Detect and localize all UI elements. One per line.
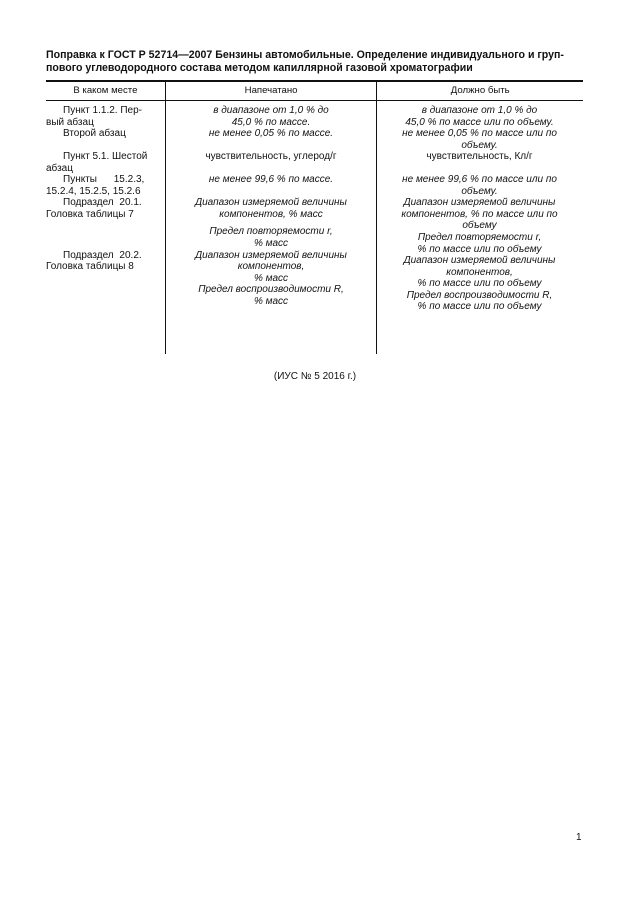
- cell-printed-row-5-line-1: Диапазон измеряемой величины: [195, 197, 347, 209]
- cell-where-row-5: Подраздел 20.1.: [63, 197, 142, 209]
- cell-should-be-row-6-line-1: Диапазон измеряемой величины: [403, 255, 556, 267]
- cell-where-row-3: Пункт 5.1. Шестой: [63, 151, 148, 163]
- cell-should-be-row-6-line-2: компонентов,: [446, 266, 513, 278]
- column-where: [46, 101, 165, 354]
- title-line-2: пового углеводородного состава методом капиллярной газовой хроматографии: [46, 61, 473, 74]
- cell-should-be-row-5-line-2: компонентов, % по массе или по: [401, 208, 558, 220]
- page-number: 1: [576, 832, 582, 843]
- corrections-table: [46, 80, 583, 354]
- source-note-text: (ИУС № 5 2016 г.): [273, 371, 357, 382]
- cell-should-be-row-6-line-5: % по массе или по объему: [417, 301, 542, 313]
- document-title: [46, 49, 586, 74]
- cell-where-row-5-cont: Головка таблицы 7: [46, 208, 134, 220]
- cell-printed-row-5-line-4: Предел повторяемости r,: [209, 226, 333, 238]
- table-body: [46, 101, 583, 354]
- cell-should-be-row-3: чувствительность, Кл/г: [426, 151, 533, 163]
- cell-printed-row-6-line-5: % масс: [253, 295, 289, 307]
- cell-printed-row-3: чувствительность, углерод/г: [205, 151, 337, 163]
- cell-printed-row-2: не менее 0,05 % по массе.: [208, 128, 334, 140]
- cell-where-row-4: Пункты 15.2.3,: [63, 174, 145, 186]
- header-where: В каком месте: [73, 85, 138, 96]
- cell-should-be-row-1-line-2: 45,0 % по массе или по объему.: [405, 116, 554, 128]
- cell-printed-row-6-line-4: Предел воспроизводимости R,: [198, 284, 344, 296]
- column-printed: [165, 101, 376, 354]
- cell-should-be-row-2-line-1: не менее 0,05 % по массе или по: [402, 128, 557, 140]
- cell-should-be-row-5-line-3: объему: [462, 220, 497, 232]
- header-printed: Напечатано: [165, 82, 377, 100]
- cell-should-be-row-5-line-5: % по массе или по объему: [417, 243, 542, 255]
- cell-printed-row-1-line-2: 45,0 % по массе.: [231, 116, 311, 128]
- cell-should-be-row-1-line-1: в диапазоне от 1,0 % до: [421, 105, 538, 116]
- cell-printed-row-5-line-2: компонентов, % масс: [219, 208, 323, 220]
- cell-where-row-4-cont: 15.2.4, 15.2.5, 15.2.6: [46, 185, 141, 197]
- cell-where-row-3-cont: абзац: [46, 162, 73, 174]
- cell-should-be-row-4-line-1: не менее 99,6 % по массе или по: [402, 174, 557, 186]
- cell-printed-row-6-line-3: % масс: [253, 272, 289, 284]
- table-header-row: [46, 82, 583, 101]
- cell-should-be-row-4-line-2: объему.: [461, 185, 498, 197]
- cell-where-row-6-cont: Головка таблицы 8: [46, 261, 134, 273]
- cell-printed-row-1-line-1: в диапазоне от 1,0 % до: [213, 105, 329, 116]
- cell-printed-row-4: не менее 99,6 % по массе.: [208, 174, 334, 186]
- cell-where-row-1: Пункт 1.1.2. Пер-: [63, 105, 142, 116]
- cell-should-be-row-5-line-4: Предел повторяемости r,: [417, 232, 542, 244]
- cell-where-row-6: Подраздел 20.2.: [63, 249, 142, 261]
- cell-should-be-row-6-line-3: % по массе или по объему: [417, 278, 542, 290]
- cell-printed-row-6-line-2: компонентов,: [237, 261, 305, 273]
- cell-should-be-row-5-line-1: Диапазон измеряемой величины: [403, 197, 556, 209]
- cell-printed-row-5-line-5: % масс: [253, 238, 289, 250]
- column-should-be: [376, 101, 582, 354]
- source-note: [0, 371, 630, 382]
- cell-printed-row-6-line-1: Диапазон измеряемой величины: [195, 249, 347, 261]
- header-should-be: Должно быть: [376, 82, 583, 100]
- cell-should-be-row-6-line-4: Предел воспроизводимости R,: [406, 289, 553, 301]
- cell-where-row-1-cont: вый абзац: [46, 116, 94, 128]
- cell-should-be-row-2-line-2: объему.: [461, 139, 498, 151]
- title-line-1: Поправка к ГОСТ Р 52714—2007 Бензины автомобильные. Определение индивидуального и груп-: [46, 49, 564, 61]
- cell-where-row-2: Второй абзац: [63, 128, 126, 140]
